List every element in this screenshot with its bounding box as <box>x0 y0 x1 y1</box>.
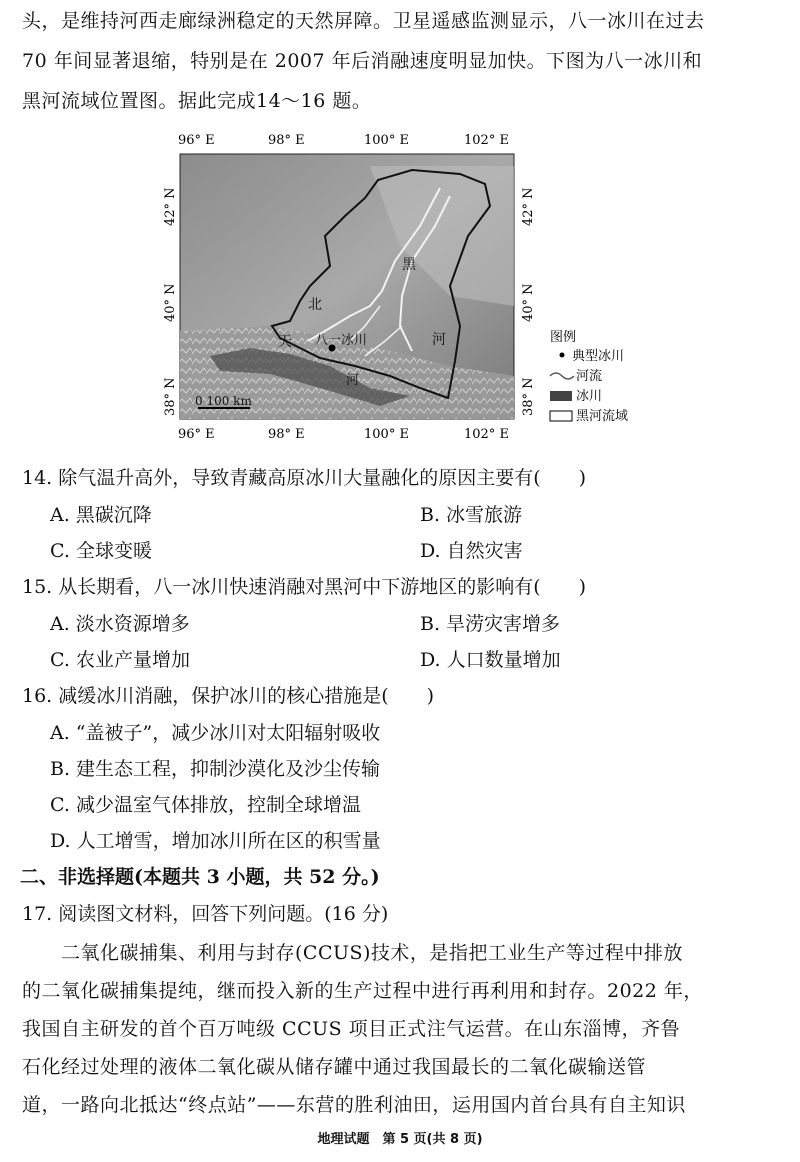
q16-option-a[interactable]: A. “盖被子”，减少冰川对太阳辐射吸收 <box>50 722 381 744</box>
q14-option-d[interactable]: D. 自然灾害 <box>420 540 523 562</box>
label-tian: 天 <box>278 334 292 350</box>
bottom-lon-102: 102° E <box>464 427 509 442</box>
question-15-stem: 15. 从长期看，八一冰川快速消融对黑河中下游地区的影响有( ) <box>22 576 587 598</box>
question-17-stem: 17. 阅读图文材料，回答下列问题。(16 分) <box>22 903 389 925</box>
right-lat-40: 40° N <box>521 283 536 322</box>
label-bayi-glacier: 八一冰川 <box>315 333 368 348</box>
q16-option-c[interactable]: C. 减少温室气体排放，控制全球增温 <box>50 794 361 816</box>
passage-line-1: 二氧化碳捕集、利用与封存(CCUS)技术，是指把工业生产等过程中排放 <box>22 942 683 964</box>
q14-option-a[interactable]: A. 黑碳沉降 <box>50 504 152 526</box>
heihe-map-figure <box>150 126 660 451</box>
legend-basin: 黑河流域 <box>576 409 629 424</box>
bottom-lon-96: 96° E <box>178 427 215 442</box>
label-he: 河 <box>432 332 446 348</box>
top-lon-96: 96° E <box>178 133 215 148</box>
top-lon-102: 102° E <box>464 133 509 148</box>
right-lat-38: 38° N <box>521 377 536 416</box>
right-lat-42: 42° N <box>521 187 536 226</box>
left-lat-40: 40° N <box>163 283 178 322</box>
q15-option-b[interactable]: B. 旱涝灾害增多 <box>420 613 561 635</box>
label-he2: 河 <box>346 373 360 388</box>
q15-option-c[interactable]: C. 农业产量增加 <box>50 649 190 671</box>
passage-line-3: 我国自主研发的首个百万吨级 CCUS 项目正式注气运营。在山东淄博，齐鲁 <box>22 1018 681 1040</box>
scale-bar-label: 0 100 km <box>195 394 252 408</box>
label-bei: 北 <box>308 297 322 313</box>
intro-line-1: 头，是维持河西走廊绿洲稳定的天然屏障。卫星遥感监测显示，八一冰川在过去 <box>22 10 705 32</box>
legend-basin-icon <box>550 411 572 421</box>
q14-option-c[interactable]: C. 全球变暖 <box>50 540 152 562</box>
legend-title: 图例 <box>550 330 577 345</box>
question-16-stem: 16. 减缓冰川消融，保护冰川的核心措施是( ) <box>22 685 435 707</box>
bottom-lon-98: 98° E <box>268 427 305 442</box>
intro-line-3: 黑河流域位置图。据此完成14～16 题。 <box>22 90 372 112</box>
legend-river-icon <box>550 373 574 379</box>
left-lat-38: 38° N <box>163 377 178 416</box>
q16-option-b[interactable]: B. 建生态工程，抑制沙漠化及沙尘传输 <box>50 758 381 780</box>
q16-option-d[interactable]: D. 人工增雪，增加冰川所在区的积雪量 <box>50 830 381 852</box>
top-lon-100: 100° E <box>364 133 409 148</box>
passage-line-4: 石化经过处理的液体二氧化碳从储存罐中通过我国最长的二氧化碳输送管 <box>22 1056 647 1078</box>
q14-option-b[interactable]: B. 冰雪旅游 <box>420 504 523 526</box>
q15-option-d[interactable]: D. 人口数量增加 <box>420 649 561 671</box>
q15-option-a[interactable]: A. 淡水资源增多 <box>50 613 190 635</box>
left-lat-42: 42° N <box>163 187 178 226</box>
legend-glacier: 冰川 <box>576 389 603 404</box>
top-lon-98: 98° E <box>268 133 305 148</box>
passage-line-5: 道，一路向北抵达“终点站”——东营的胜利油田，运用国内首台具有自主知识 <box>22 1094 686 1116</box>
map-legend <box>550 330 628 424</box>
bottom-lon-100: 100° E <box>364 427 409 442</box>
legend-glacier-icon <box>550 391 572 401</box>
legend-glacier-point-icon <box>560 353 565 358</box>
intro-line-2: 70 年间显著退缩，特别是在 2007 年后消融速度明显加快。下图为八一冰川和 <box>22 50 703 72</box>
section-2-heading: 二、非选择题(本题共 3 小题，共 52 分。) <box>20 866 380 888</box>
legend-river: 河流 <box>576 369 603 384</box>
page-footer: 地理试题 第 5 页(共 8 页) <box>317 1132 483 1147</box>
legend-typical-glacier: 典型冰川 <box>572 349 625 364</box>
label-hei: 黑 <box>402 257 416 273</box>
passage-line-2: 的二氧化碳捕集提纯，继而投入新的生产过程中进行再利用和封存。2022 年， <box>22 980 703 1002</box>
question-14-stem: 14. 除气温升高外，导致青藏高原冰川大量融化的原因主要有( ) <box>22 467 587 489</box>
